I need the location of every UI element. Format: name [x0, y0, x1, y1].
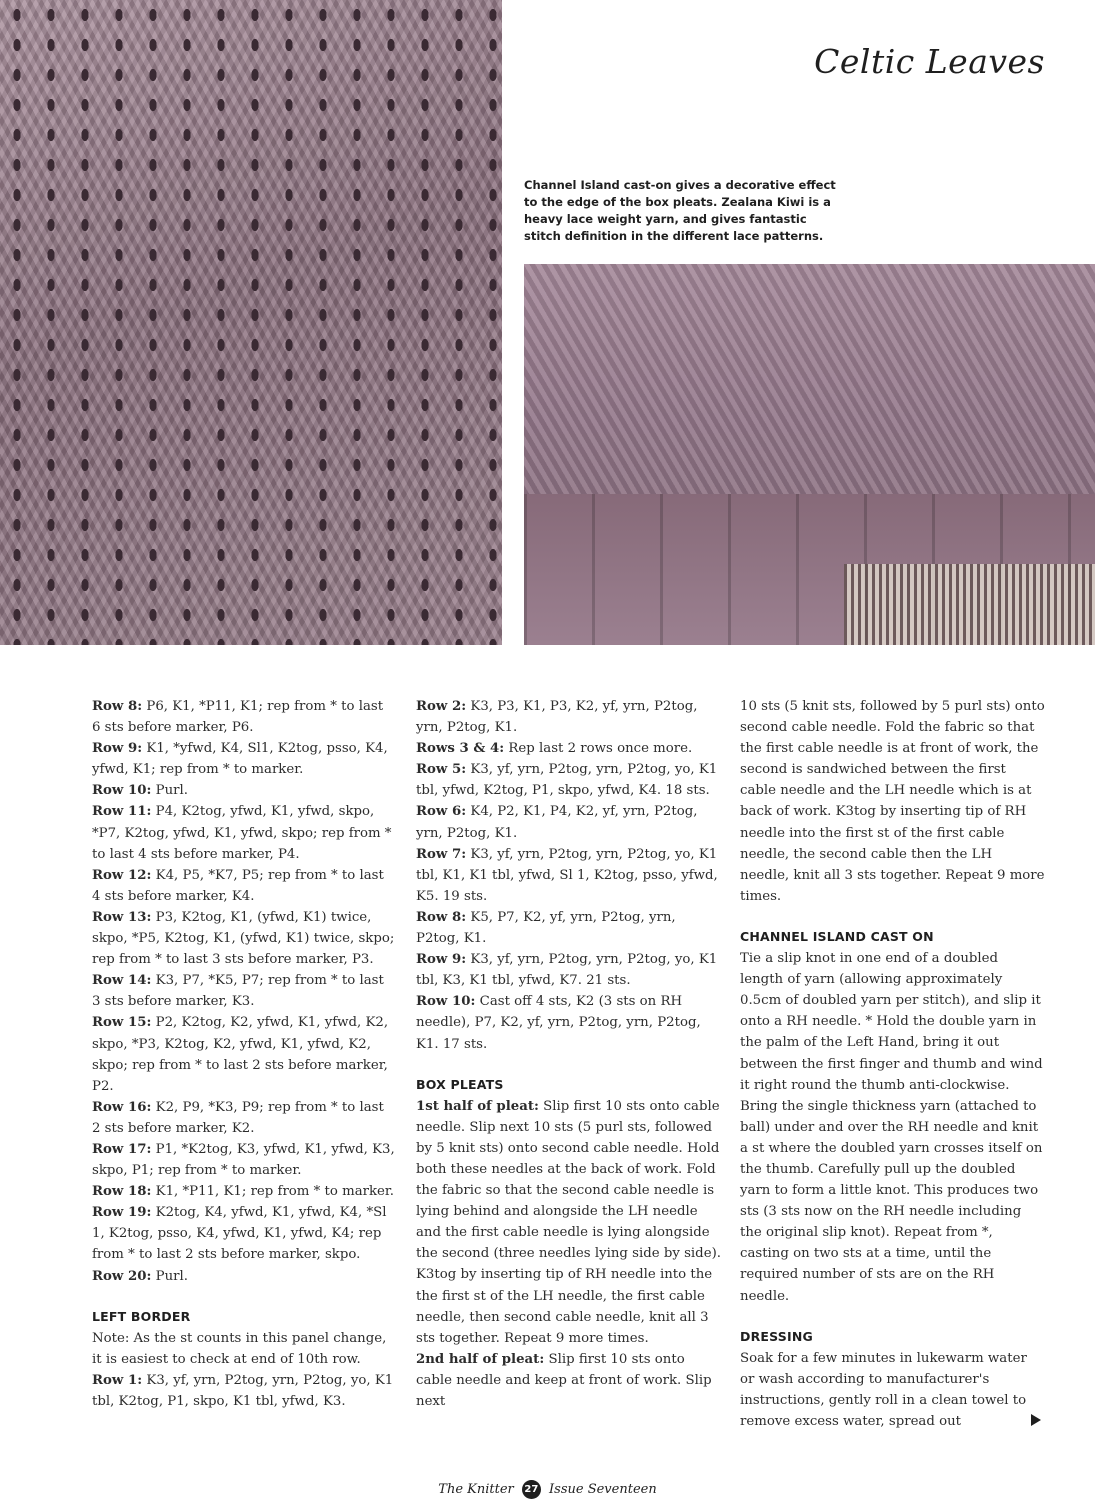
- left-border-note: Note: As the st counts in this panel change, it is easiest to check at end of 10th row.: [92, 1330, 387, 1367]
- column-3: [740, 696, 1045, 1432]
- pattern-row: Row 16: K2, P9, *K3, P9; rep from * to last 2 sts before marker, K2.: [92, 1099, 384, 1136]
- page-footer: [0, 1480, 1095, 1499]
- lace-closeup-photo: [0, 0, 502, 645]
- pattern-row: Row 7: K3, yf, yrn, P2tog, yrn, P2tog, yo, K1 tbl, K1, K1 tbl, yfwd, Sl 1, K2tog, psso, yfwd, K5. 19 sts.: [416, 846, 718, 904]
- pattern-row: Row 10: Purl.: [92, 783, 188, 799]
- pattern-row: Row 8: P6, K1, *P11, K1; rep from * to last 6 sts before marker, P6.: [92, 699, 384, 736]
- pattern-row: Row 15: P2, K2tog, K2, yfwd, K1, yfwd, K2, skpo, *P3, K2tog, K2, yfwd, K1, yfwd, K2, skpo; rep from * to last 2 sts before marker, P2.: [92, 1015, 389, 1094]
- pattern-row: Row 20: Purl.: [92, 1268, 188, 1284]
- pattern-row: Row 12: K4, P5, *K7, P5; rep from * to last 4 sts before marker, K4.: [92, 867, 384, 904]
- cast-on-text: Tie a slip knot in one end of a doubled length of yarn (allowing approximately 0.5cm of doubled yarn per stitch), and slip it onto a RH needle. * Hold the double yarn in the palm of the Left Hand, bring it out between the first finger and thumb and wind it right round the thumb anti-clockwise. Bring the single thickness yarn (attached to ball) under and over the RH needle and knit a st where the doubled yarn crosses itself on the thumb. Carefully pull up the doubled yarn to form a little knot. This produces two sts (3 sts now on the RH needle including the original slip knot). Repeat from *, casting on two sts at a time, until the required number of sts are on the RH needle.: [740, 951, 1043, 1304]
- magazine-name: The Knitter: [438, 1482, 514, 1497]
- striped-background: [844, 564, 1095, 645]
- issue-label: Issue Seventeen: [549, 1482, 657, 1497]
- pattern-row: Row 17: P1, *K2tog, K3, yfwd, K1, yfwd, K3, skpo, P1; rep from * to marker.: [92, 1141, 395, 1179]
- page-number: 27: [522, 1480, 541, 1499]
- pattern-row: Row 9: K1, *yfwd, K4, Sl1, K2tog, psso, K4, yfwd, K1; rep from * to marker.: [92, 741, 388, 778]
- pattern-row: Row 9: K3, yf, yrn, P2tog, yrn, P2tog, yo, K1 tbl, K3, K1 tbl, yfwd, K7. 21 sts.: [416, 952, 718, 989]
- pleat-first-half: 1st half of pleat: Slip first 10 sts onto cable needle. Slip next 10 sts (5 purl sts, followed by 5 knit sts) onto second cable needle. Hold both these needles at the back of work. Fold the fabric so that the second cable needle is lying behind and alongside the LH needle and the first cable needle is lying alongside the second (three needles lying side by side). K3tog by inserting tip of RH needle into the the first st of the LH needle, the first cable needle, then second cable needle, knit all 3 sts together. Repeat 9 more times.: [416, 1098, 721, 1346]
- pattern-row: Row 19: K2tog, K4, yfwd, K1, yfwd, K4, *Sl 1, K2tog, psso, K4, yfwd, K1, yfwd, K4; rep from * to last 2 sts before marker, skpo.: [92, 1205, 387, 1263]
- box-pleat-detail-photo: [524, 264, 1095, 645]
- pattern-row: Row 13: P3, K2tog, K1, (yfwd, K1) twice, skpo, *P5, K2tog, K1, (yfwd, K1) twice, skpo; rep from * to last 3 sts before marker, P3.: [92, 909, 395, 968]
- pattern-row: Row 5: K3, yf, yrn, P2tog, yrn, P2tog, yo, K1 tbl, yfwd, K2tog, P1, skpo, yfwd, K4. 18 sts.: [416, 762, 718, 799]
- arrow-right-icon: [1031, 1414, 1041, 1426]
- pleat-second-half-continued: 10 sts (5 knit sts, followed by 5 purl sts) onto second cable needle. Fold the fabric so that the first cable needle is at front of work, the second is sandwiched between the first cable needle and the LH needle which is at back of work. K3tog by inserting tip of RH needle into the first st of the first cable needle, the second cable then the LH needle, knit all 3 sts together. Repeat 9 more times.: [740, 699, 1045, 904]
- column-1: [92, 696, 395, 1412]
- box-pleats-heading: BOX PLEATS: [416, 1076, 504, 1092]
- pattern-row: Row 6: K4, P2, K1, P4, K2, yf, yrn, P2tog, yrn, P2tog, K1.: [416, 804, 698, 841]
- photo-caption: Channel Island cast-on gives a decorative effect to the edge of the box pleats. Zealana Kiwi is a heavy lace weight yarn, and gives fantastic stitch definition in the different lace patterns.: [524, 178, 836, 243]
- pattern-row: Row 14: K3, P7, *K5, P7; rep from * to last 3 sts before marker, K3.: [92, 973, 384, 1010]
- pattern-row: Row 8: K5, P7, K2, yf, yrn, P2tog, yrn, P2tog, K1.: [416, 909, 676, 947]
- pattern-row: Row 1: K3, yf, yrn, P2tog, yrn, P2tog, yo, K1 tbl, K2tog, P1, skpo, K1 tbl, yfwd, K3.: [92, 1372, 394, 1409]
- pattern-row: Row 2: K3, P3, K1, P3, K2, yf, yrn, P2tog, yrn, P2tog, K1.: [416, 699, 698, 736]
- pattern-row: Row 10: Cast off 4 sts, K2 (3 sts on RH needle), P7, K2, yf, yrn, P2tog, yrn, P2tog, K1. 17 sts.: [416, 994, 701, 1052]
- pattern-row: Row 11: P4, K2tog, yfwd, K1, yfwd, skpo, *P7, K2tog, yfwd, K1, yfwd, skpo; rep from * to last 4 sts before marker, P4.: [92, 804, 392, 862]
- pattern-row: Row 18: K1, *P11, K1; rep from * to marker.: [92, 1184, 395, 1200]
- cast-on-heading: CHANNEL ISLAND CAST ON: [740, 928, 934, 944]
- dressing-heading: DRESSING: [740, 1328, 813, 1344]
- page-title: Celtic Leaves: [814, 42, 1045, 81]
- pattern-row: Rows 3 & 4: Rep last 2 rows once more.: [416, 741, 693, 757]
- dressing-text: Soak for a few minutes in lukewarm water or wash according to manufacturer's instructions, gently roll in a clean towel to remove excess water, spread out: [740, 1350, 1027, 1429]
- column-2: [416, 696, 721, 1412]
- pleat-second-half: 2nd half of pleat: Slip first 10 sts onto cable needle and keep at front of work. Slip next: [416, 1351, 712, 1409]
- left-border-heading: LEFT BORDER: [92, 1308, 191, 1324]
